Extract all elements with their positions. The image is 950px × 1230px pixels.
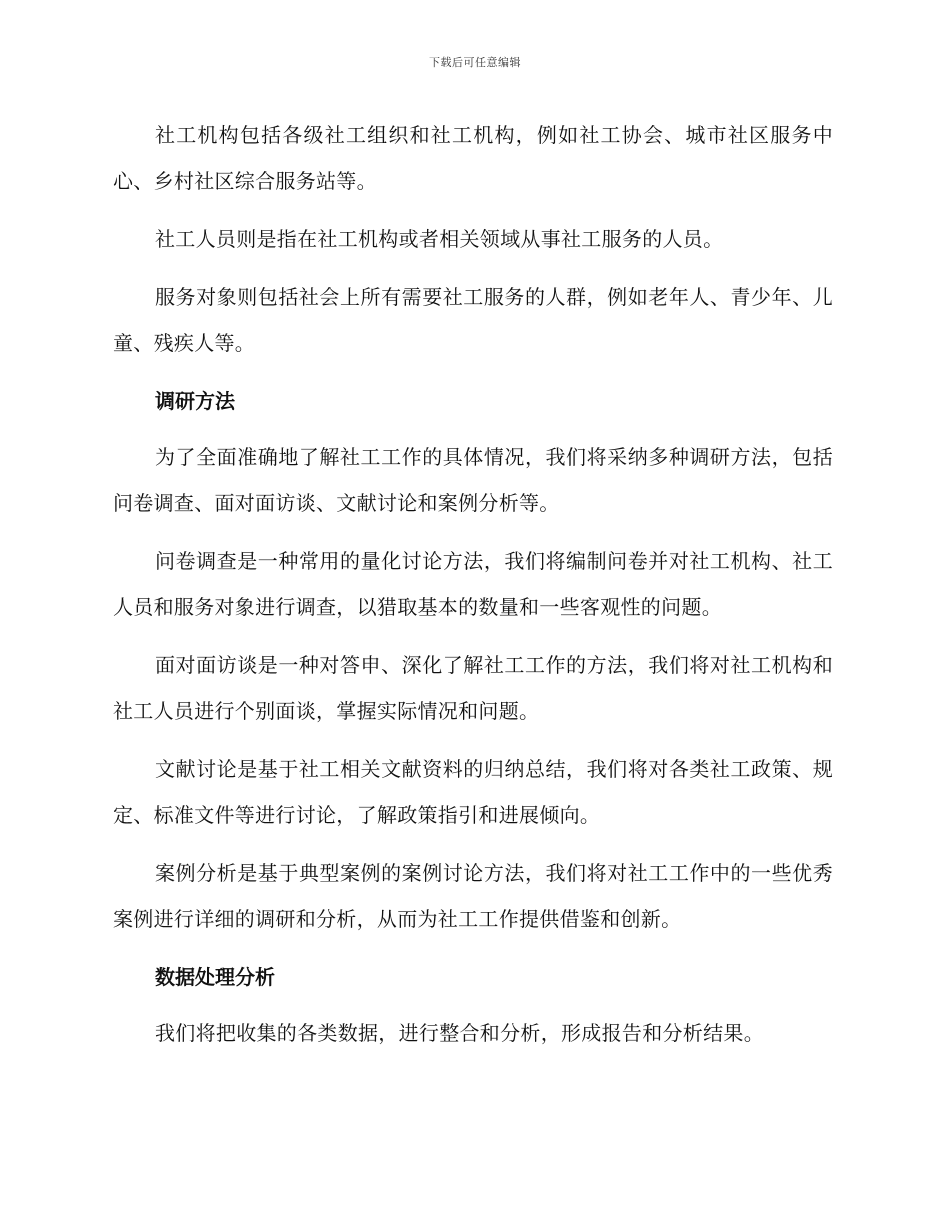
section-heading-data-analysis: 数据处理分析	[155, 965, 275, 989]
section-heading-research-methods: 调研方法	[155, 389, 235, 413]
page-header-note: 下载后可任意编辑	[429, 56, 521, 69]
paragraph-literature: 文献讨论是基于社工相关文献资料的归纳总结，我们将对各类社工政策、规定、标准文件等进行讨论，了解政策指引和进展倾向。	[113, 757, 833, 827]
paragraph-data-processing: 我们将把收集的各类数据，进行整合和分析，形成报告和分析结果。	[155, 1021, 764, 1045]
paragraph-interview: 面对面访谈是一种对答申、深化了解社工工作的方法，我们将对社工机构和社工人员进行个别面谈，掌握实际情况和问题。	[113, 653, 833, 723]
paragraph-methods-overview: 为了全面准确地了解社工工作的具体情况，我们将采纳多种调研方法，包括问卷调查、面对面访谈、文献讨论和案例分析等。	[113, 445, 833, 515]
paragraph-social-work-institutions: 社工机构包括各级社工组织和社工机构，例如社工协会、城市社区服务中心、乡村社区综合服务站等。	[113, 123, 833, 193]
paragraph-case-analysis: 案例分析是基于典型案例的案例讨论方法，我们将对社工工作中的一些优秀案例进行详细的调研和分析，从而为社工工作提供借鉴和创新。	[113, 861, 833, 931]
paragraph-questionnaire: 问卷调查是一种常用的量化讨论方法，我们将编制问卷并对社工机构、社工人员和服务对象进行调查，以猎取基本的数量和一些客观性的问题。	[113, 549, 833, 619]
document-body	[113, 112, 833, 1068]
paragraph-service-targets: 服务对象则包括社会上所有需要社工服务的人群，例如老年人、青少年、儿童、残疾人等。	[113, 285, 833, 355]
paragraph-social-workers: 社工人员则是指在社工机构或者相关领域从事社工服务的人员。	[155, 227, 724, 251]
